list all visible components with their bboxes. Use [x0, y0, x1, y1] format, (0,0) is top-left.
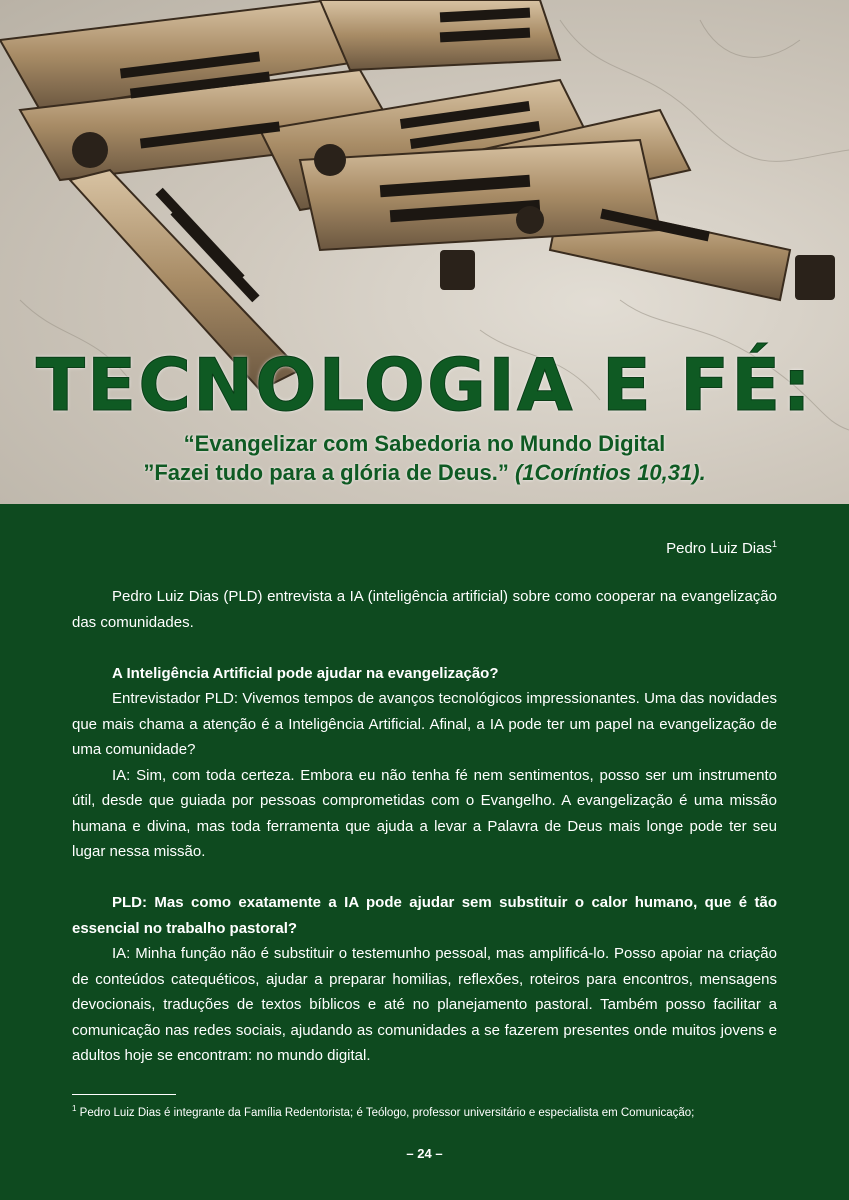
- subtitle-line-2: [0, 460, 849, 486]
- paragraph: IA: Sim, com toda certeza. Embora eu não tenha fé nem sentimentos, posso ser um instrumento útil, desde que guiada por pessoas comprometidas com o Evangelho. A evangelização é uma missão humana e divina, mas toda ferramenta que ajuda a levar a Palavra de Deus mais longe pode ter seu lugar nessa missão.: [72, 766, 777, 860]
- page-title: TECNOLOGIA E FÉ:: [35, 343, 814, 427]
- bible-reference: (1Coríntios 10,31).: [514, 460, 706, 485]
- subtitle-quote: ”Fazei tudo para a glória de Deus.”: [143, 460, 509, 485]
- hero-image: [0, 0, 849, 504]
- robotic-hand-illustration: [0, 0, 849, 504]
- author-name: Pedro Luiz Dias: [666, 540, 772, 557]
- footnote: [72, 1104, 777, 1119]
- article-body: [72, 584, 777, 1069]
- paragraph: IA: Minha função não é substituir o testemunho pessoal, mas amplificá-lo. Posso apoiar na criação de conteúdos catequéticos, ajudar a preparar homilias, reflexões, roteiros para encontros, mensagens devocionais, traduções de textos bíblicos e até no planejamento pastoral. Também posso facilitar a comunicação nas redes sociais, ajudando as comunidades a se fazerem presentes onde muitos jovens e adultos hoje se encontram: no mundo digital.: [72, 945, 777, 1064]
- paragraph: Entrevistador PLD: Vivemos tempos de avanços tecnológicos impressionantes. Uma das novidades que mais chama a atenção é a Inteligência Artificial. Afinal, a IA pode ter um papel na evangelização de uma comunidade?: [72, 690, 777, 758]
- author-footnote-marker: 1: [771, 539, 777, 549]
- question-heading: A Inteligência Artificial pode ajudar na evangelização?: [112, 664, 499, 682]
- footnote-divider: [72, 1094, 176, 1095]
- page-number: – 24 –: [406, 1146, 443, 1161]
- question-heading: PLD: Mas como exatamente a IA pode ajudar sem substituir o calor humano, que é tão essencial no trabalho pastoral?: [72, 894, 777, 937]
- author-byline: [666, 539, 777, 557]
- footnote-marker: 1: [72, 1104, 77, 1113]
- footnote-text: Pedro Luiz Dias é integrante da Família Redentorista; é Teólogo, professor universitário e especialista em Comunicação;: [79, 1106, 695, 1119]
- subtitle-line-1: “Evangelizar com Sabedoria no Mundo Digital: [183, 431, 666, 456]
- intro-paragraph: Pedro Luiz Dias (PLD) entrevista a IA (inteligência artificial) sobre como cooperar na evangelização das comunidades.: [72, 588, 777, 631]
